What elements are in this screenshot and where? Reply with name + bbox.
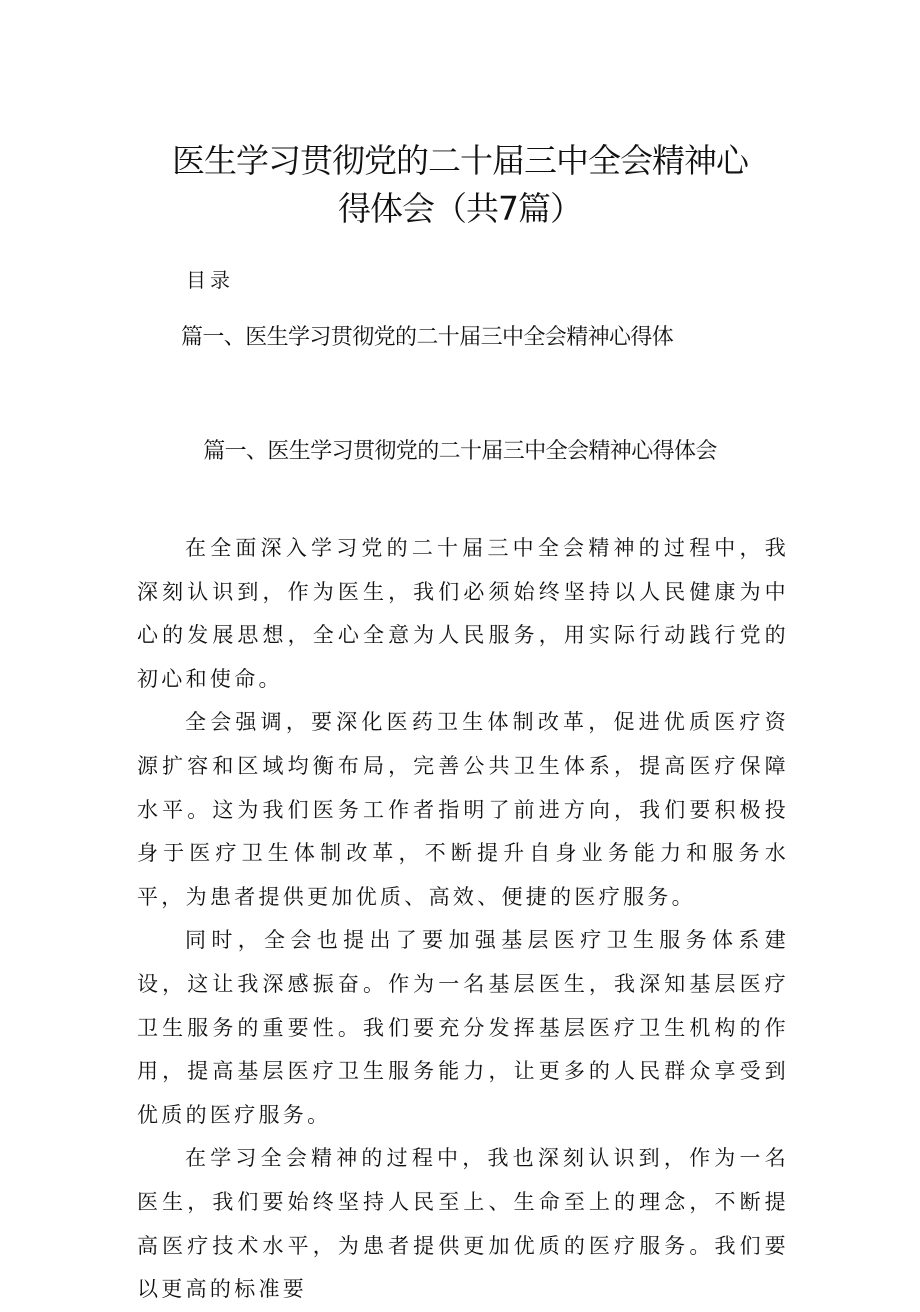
body-paragraph: 在学习全会精神的过程中，我也深刻认识到，作为一名医生，我们要始终坚持人民至上、生命至上的理念，不断提高医疗技术水平，为患者提供更加优质的医疗服务。我们要以更高的标准要 xyxy=(137,1146,789,1302)
toc-item[interactable]: 篇一、医生学习贯彻党的二十届三中全会精神心得体 xyxy=(181,325,674,350)
toc-heading: 目录 xyxy=(186,268,234,292)
body-paragraph: 全会强调，要深化医药卫生体制改革，促进优质医疗资源扩容和区域均衡布局，完善公共卫生体系，提高医疗保障水平。这为我们医务工作者指明了前进方向，我们要积极投身于医疗卫生体制改革，不断提升自身业务能力和服务水平，为患者提供更加优质、高效、便捷的医疗服务。 xyxy=(137,710,789,909)
body-paragraph: 在全面深入学习党的二十届三中全会精神的过程中，我深刻认识到，作为医生，我们必须始终坚持以人民健康为中心的发展思想，全心全意为人民服务，用实际行动践行党的初心和使命。 xyxy=(137,536,789,691)
section-body xyxy=(137,527,789,1312)
document-title-line-1: 医生学习贯彻党的二十届三中全会精神心 xyxy=(172,141,748,180)
document-title-line-2: 得体会（共7篇） xyxy=(338,189,582,228)
section-heading: 篇一、医生学习贯彻党的二十届三中全会精神心得体会 xyxy=(203,439,717,464)
body-paragraph: 同时，全会也提出了要加强基层医疗卫生服务体系建设，这让我深感振奋。作为一名基层医生，我深知基层医疗卫生服务的重要性。我们要充分发挥基层医疗卫生机构的作用，提高基层医疗卫生服务能力，让更多的人民群众享受到优质的医疗服务。 xyxy=(137,928,789,1127)
